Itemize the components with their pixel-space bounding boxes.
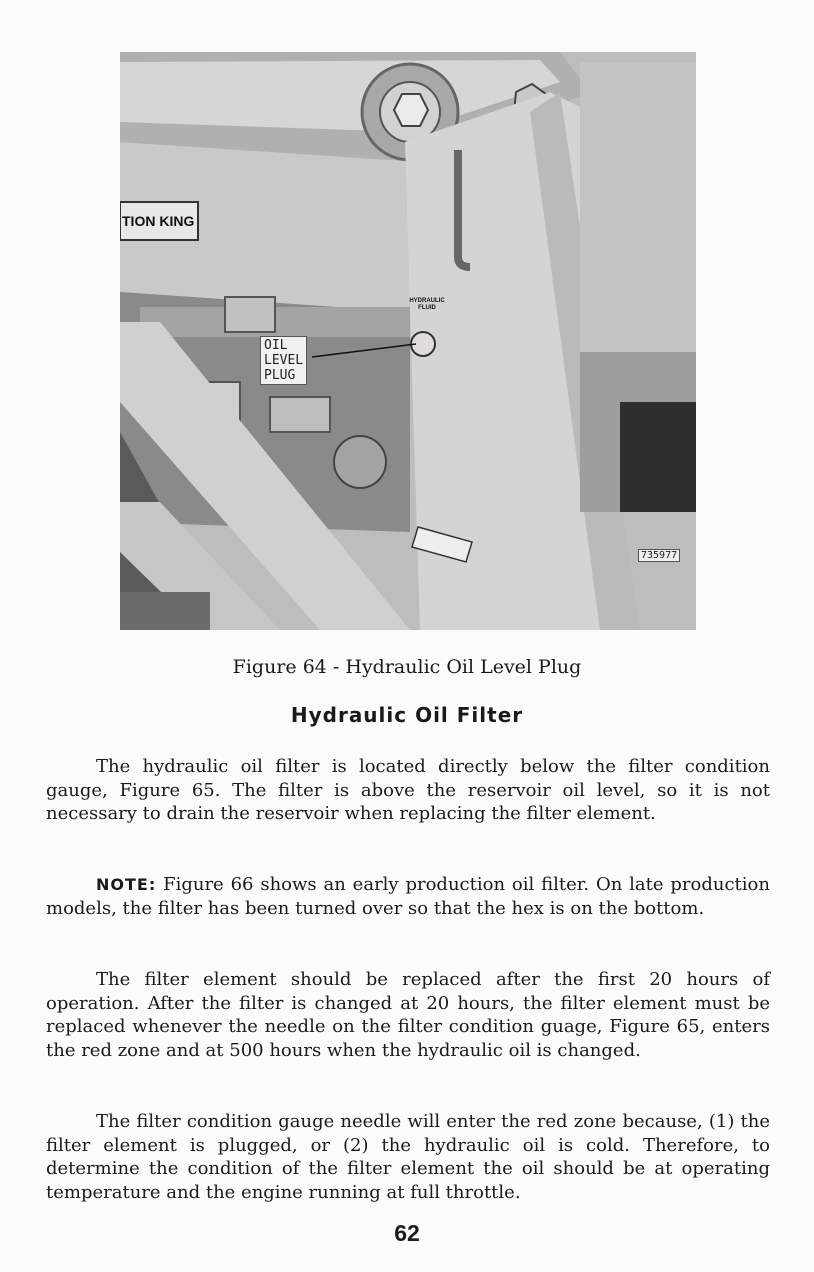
paragraph-note bbox=[46, 873, 770, 920]
paragraph-gauge: The filter condition gauge needle will enter the red zone because, (1) the filter element is plugged, or (2) the hydraulic oil is cold. Therefore, to determine the condition of the filter element the oil should be at operating temperature and the engine running at full throttle. bbox=[46, 1111, 770, 1203]
note-label: NOTE: bbox=[96, 875, 157, 894]
paragraph-replacement: The filter element should be replaced after the first 20 hours of operation. After the filter is changed at 20 hours, the filter element must be replaced whenever the needle on the filter condition guage, Figure 65, enters the red zone and at 500 hours when the hydraulic oil is changed. bbox=[46, 969, 770, 1061]
machinery-illustration bbox=[120, 52, 696, 630]
figure-photo bbox=[120, 52, 696, 630]
fluid-label-line-2: FLUID bbox=[418, 305, 436, 311]
figure-caption: Figure 64 - Hydraulic Oil Level Plug bbox=[232, 656, 582, 678]
oil-level-plug-callout bbox=[260, 336, 307, 385]
fluid-label-line-1: HYDRAULIC bbox=[409, 298, 445, 304]
hydraulic-fluid-label bbox=[404, 298, 450, 312]
callout-line-1: OIL bbox=[264, 338, 288, 353]
photo-number: 735977 bbox=[638, 549, 680, 562]
note-text: Figure 66 shows an early production oil filter. On late production models, the filter has been turned over so that the hex is on the bottom. bbox=[46, 874, 770, 919]
machine-name-plate: TION KING bbox=[122, 213, 195, 229]
callout-line-3: PLUG bbox=[264, 368, 296, 383]
section-heading: Hydraulic Oil Filter bbox=[290, 703, 524, 727]
callout-line-2: LEVEL bbox=[264, 353, 304, 368]
page-number: 62 bbox=[394, 1220, 420, 1246]
paragraph-filter-location: The hydraulic oil filter is located directly below the filter condition gauge, Figure 65. The filter is above the reservoir oil level, so it is not necessary to drain the reservoir when replacing the filter element. bbox=[46, 756, 770, 824]
